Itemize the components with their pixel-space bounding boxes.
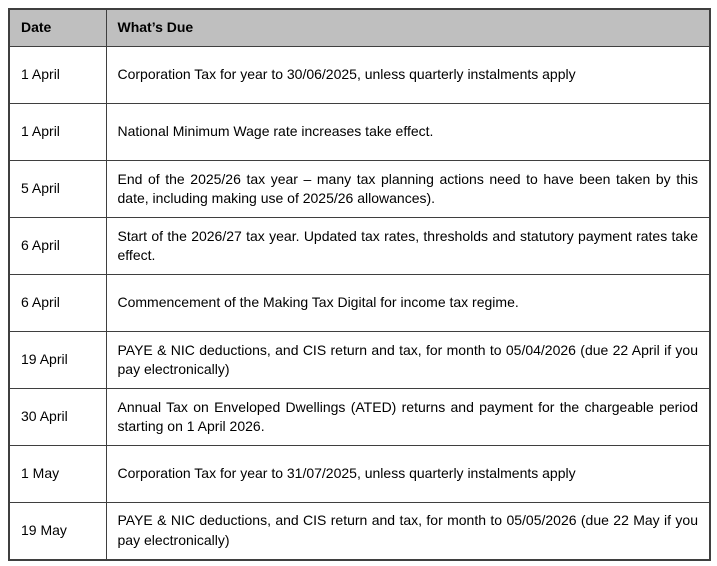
date-cell: 1 April: [9, 47, 106, 104]
table-row: [9, 332, 710, 389]
table-row: [9, 503, 710, 560]
due-cell: Corporation Tax for year to 31/07/2025, unless quarterly instalments apply: [106, 446, 710, 503]
column-header-date: Date: [9, 9, 106, 47]
column-header-whats-due: What’s Due: [106, 9, 710, 47]
date-cell: 30 April: [9, 389, 106, 446]
due-cell: PAYE & NIC deductions, and CIS return and tax, for month to 05/05/2026 (due 22 May if you pay electronically): [106, 503, 710, 560]
due-cell: Annual Tax on Enveloped Dwellings (ATED) returns and payment for the chargeable period starting on 1 April 2026.: [106, 389, 710, 446]
due-cell: Corporation Tax for year to 30/06/2025, unless quarterly instalments apply: [106, 47, 710, 104]
due-cell: Commencement of the Making Tax Digital for income tax regime.: [106, 275, 710, 332]
date-cell: 6 April: [9, 218, 106, 275]
table-row: [9, 104, 710, 161]
table-row: [9, 446, 710, 503]
table-row: [9, 389, 710, 446]
table-row: [9, 275, 710, 332]
date-cell: 5 April: [9, 161, 106, 218]
header-row: [9, 9, 710, 47]
due-cell: Start of the 2026/27 tax year. Updated tax rates, thresholds and statutory payment rates take effect.: [106, 218, 710, 275]
due-cell: End of the 2025/26 tax year – many tax planning actions need to have been taken by this date, including making use of 2025/26 allowances).: [106, 161, 710, 218]
due-cell: PAYE & NIC deductions, and CIS return and tax, for month to 05/04/2026 (due 22 April if you pay electronically): [106, 332, 710, 389]
date-cell: 6 April: [9, 275, 106, 332]
table-row: [9, 161, 710, 218]
table-row: [9, 218, 710, 275]
tax-deadlines-table: [8, 8, 711, 561]
date-cell: 19 April: [9, 332, 106, 389]
due-cell: National Minimum Wage rate increases take effect.: [106, 104, 710, 161]
date-cell: 1 May: [9, 446, 106, 503]
table-row: [9, 47, 710, 104]
date-cell: 1 April: [9, 104, 106, 161]
date-cell: 19 May: [9, 503, 106, 560]
